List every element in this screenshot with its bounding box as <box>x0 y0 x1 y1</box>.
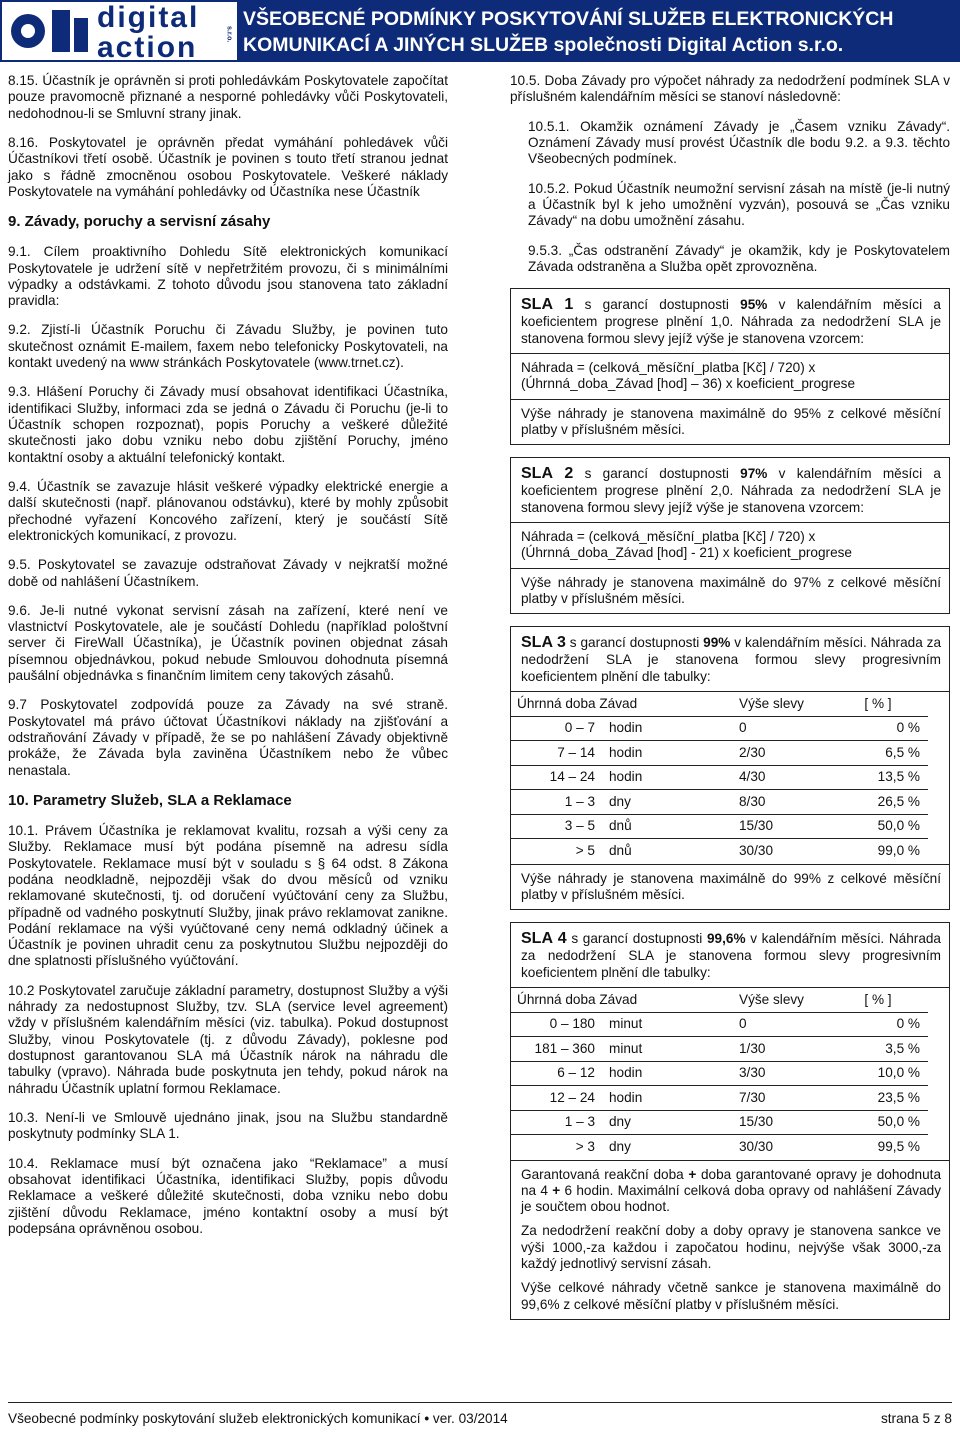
sla3-cell: 7 – 14 <box>511 741 603 766</box>
sla4-cell: 0 % <box>828 1013 928 1038</box>
sla3-cell: 15/30 <box>733 815 828 840</box>
sla2-name: SLA 2 <box>521 465 574 483</box>
left-column <box>8 73 448 1250</box>
sla4-cell: 30/30 <box>739 1139 774 1155</box>
sla3-cell: 13,5 % <box>828 766 928 791</box>
sla4-table-grid <box>511 988 949 1160</box>
page-footer: Všeobecné podmínky poskytování služeb elektronických komunikací • ver. 03/2014 strana 5 z 8 <box>8 1402 952 1427</box>
sla3-pct: 99% <box>703 635 731 651</box>
para-10-3: 10.3. Není-li ve Smlouvě ujednáno jinak, jsou na Službu standardně poskytnuty podmínky SLA 1. <box>8 1109 448 1142</box>
sla1-text-a: s garancí dostupnosti <box>584 297 729 313</box>
sla3-cell: 2/30 <box>733 741 828 766</box>
sla3-max-text: Výše náhrady je stanovena maximálně do 99% z celkové měsíční platby v příslušném měsíci. <box>521 870 941 902</box>
para-10-2: 10.2 Poskytovatel zaručuje základní parametry, dostupnost Služby a výši náhrady za nedostupnost Služby, tzv. SLA (service level agreement) vždy v příslušném kalendářním měsíci (viz. tabulka). Pokud dostupnost Služby, vinou Poskytovatele (tj. z důvodu Závady), poklesne pod dostupnost garantovanou SLA má Účastník nárok na náhradu dle tabulky (vpravo). Náhrada bude poskytnuta jen tehdy, pokud nárok na náhradu Účastník uplatní formou Reklamace. <box>8 982 448 1096</box>
logo-sro: s.r.o. <box>225 26 233 43</box>
sla3-cell: 0 – 7 <box>511 717 603 742</box>
sla4-cell: 0 – 180 <box>511 1013 603 1038</box>
page-header <box>0 0 960 62</box>
sla3-cell: 50,0 % <box>828 815 928 840</box>
sla4-pct: 99,6% <box>706 931 746 947</box>
sla4-cell: dny <box>603 1111 733 1136</box>
sla4-cell: 6 – 12 <box>511 1062 603 1087</box>
sla1-max <box>510 400 950 446</box>
footer-doc-name: Všeobecné podmínky poskytování služeb elektronických komunikací <box>8 1411 421 1426</box>
para-10-5: 10.5. Doba Závady pro výpočet náhrady za nedodržení podmínek SLA v příslušném kalendářním měsíci se stanoví následovně: <box>510 73 950 105</box>
sla2-pct: 97% <box>740 466 768 482</box>
sla4-name: SLA 4 <box>521 930 567 948</box>
sla4-cell: hodin <box>603 1062 733 1087</box>
para-10-5-2: 10.5.2. Pokud Účastník neumožní servisní zásah na místě (je-li nutný a Účastník byl k jeho umožnění vyzván), posouvá se „Čas vzniku Závady“ na dobu umožnění zásahu. <box>528 180 950 229</box>
sla3-text-b: v kalendářním měsíci. Náhrada za nedodržení SLA je stanovena formou slevy progresivním koeficientem plnění dle tabulky: <box>521 635 942 684</box>
sla2-text-b: v kalendářním měsíci a koeficientem progrese plnění 2,0. Náhrada za nedodržení SLA je stanovena formou slevy jejíž výše je stanovena vzorcem: <box>521 466 941 515</box>
sla3-cell: 3 – 5 <box>511 815 603 840</box>
sla4-cell: 0 <box>733 1013 828 1038</box>
sla3-cell: hodin <box>603 741 733 766</box>
sla4-header-pct: [ % ] <box>828 988 928 1013</box>
para-8-16: 8.16. Poskytovatel je oprávněn předat vymáhání pohledávek vůči Účastníkovi třetí osobě. Účastník je povinen s touto třetí stranou jednat jako s řádně zmocněnou osobou Poskytovatele. Veškeré náklady Poskytovatele na vymáhání pohledávky od Účastníka nese Účastník <box>8 134 448 199</box>
sla4-cell: > 3 <box>575 1139 595 1155</box>
title-line-1: VŠEOBECNÉ PODMÍNKY POSKYTOVÁNÍ SLUŽEB ELEKTRONICKÝCH <box>243 8 894 30</box>
para-10-5-1: 10.5.1. Okamžik oznámení Závady je „Časem vzniku Závady“. Oznámení Závady musí provést Účastník dle bodu 9.2. a 9.3. těchto Všeobecných podmínek. <box>528 118 950 167</box>
para-10-1: 10.1. Právem Účastníka je reklamovat kvalitu, rozsah a výši ceny za Služby. Reklamace musí být podána písemně na adresu sídla Poskytovatele. Reklamace musí být v souladu s § 64 odst. 8 Zákona podána neodkladně, nejpozději však do dvou měsíců od vzniku reklamované skutečnosti, tj. od doručení vyúčtování ceny za Službu, případně od vadného poskytnutí Služby, jinak právo reklamovat zanikne. Podání reklamace na výši vyúčtované ceny nemá odkladný účinek a Účastník je povinen uhradit cenu za poskytnutou Službu nejpozději do dne splatnosti příslušného vyúčtování. <box>8 822 448 969</box>
para-10-4: 10.4. Reklamace musí být označena jako “Reklamace” a musí obsahovat identifikaci Účastníka, identifikaci Služby, popis důvodu Reklamace a veškeré důležité skutečnosti, doba vzniku nebo dobu zjištění důvodu Reklamace, jméno kontaktní osoby a musí být podepsána oprávněnou osobou. <box>8 1155 448 1236</box>
sla2-formula-text: Náhrada = (celková_měsíční_platba [Kč] / 720) x (Úhrnná_doba_Závad [hod] - 21) x koeficient_progrese <box>521 529 852 561</box>
sla2-max-text: Výše náhrady je stanovena maximálně do 97% z celkové měsíční platby v příslušném měsíci. <box>521 574 941 606</box>
sla3-cell: dnů <box>609 843 632 859</box>
garance-c: 6 hodin. Maximální celková doba opravy od nahlášení Závady je součtem obou hodnot. <box>521 1182 942 1215</box>
sla4-cell: 7/30 <box>733 1086 828 1111</box>
sla3-cell: 14 – 24 <box>511 766 603 791</box>
sla4-text-a: s garancí dostupnosti <box>571 931 703 947</box>
sla4-cell: 1/30 <box>733 1037 828 1062</box>
sla4-description <box>510 922 950 988</box>
sla3-cell: 4/30 <box>733 766 828 791</box>
sla3-cell: 30/30 <box>739 843 774 859</box>
para-9-5: 9.5. Poskytovatel se zavazuje odstraňovat Závady v nejkratší možné době od nahlášení Účastníkem. <box>8 557 448 589</box>
sla2-text-a: s garancí dostupnosti <box>584 466 729 482</box>
sla1-text-b: v kalendářním měsíci a koeficientem progrese plnění 1,0. Náhrada za nedodržení SLA je stanovena formou slevy jejíž výše je stanovena vzorcem: <box>521 297 941 346</box>
garance-a: Garantovaná reakční doba <box>521 1166 684 1182</box>
garance-b: doba garantované opravy je dohodnuta na 4 <box>521 1166 942 1198</box>
logo-word-top: digital <box>97 1 200 34</box>
sankce-2: Výše celkové náhrady včetně sankce je stanovena maximálně do 99,6% z celkové měsíční platby v příslušném měsíci. <box>521 1280 941 1312</box>
section-heading-9: 9. Závady, poruchy a servisní zásahy <box>8 213 271 231</box>
sla4-cell: 12 – 24 <box>511 1086 603 1111</box>
sla3-cell: 8/30 <box>733 790 828 815</box>
sla4-cell: 1 – 3 <box>511 1111 603 1136</box>
sla3-header-pct: [ % ] <box>828 692 928 717</box>
sla3-cell: 0 <box>733 717 828 742</box>
document-title <box>243 6 893 58</box>
sla1-pct: 95% <box>740 297 768 313</box>
sla4-cell: 3,5 % <box>828 1037 928 1062</box>
sla4-conditions: Garantovaná reakční doba + doba garantované opravy je dohodnuta na 4 + 6 hodin. Maximální celková doba opravy od nahlášení Závady je součtem obou hodnot. Za nedodržení reakční doby a doby opravy je stanovena sankce ve výši 1000,-za každou i započatou hodinu, nejvýše však 3000,-za každý jednotlivý servisní zásah. Výše celkové náhrady včetně sankce je stanovena maximálně do 99,6% z celkové měsíční platby v příslušném měsíci. <box>510 1161 950 1321</box>
sla2-max <box>510 569 950 615</box>
logo-word-bottom: action <box>97 31 198 64</box>
sla4-table <box>510 988 950 1161</box>
sla3-cell: 6,5 % <box>828 741 928 766</box>
sla4-text-b: v kalendářním měsíci. Náhrada za nedodržení SLA je stanovena formou slevy progresivním koeficientem plnění dle tabulky: <box>521 931 941 980</box>
sla3-text-a: s garancí dostupnosti <box>569 635 700 651</box>
sla3-header-doba: Úhrnná doba Závad <box>511 692 733 717</box>
sla3-cell: 1 – 3 <box>511 790 603 815</box>
para-9-7: 9.7 Poskytovatel zodpovídá pouze za Závady na své straně. Poskytovatel má právo účtovat Účastníkovi náklady na zjišťování a odstraňování Závady v případě, že se po nahlášení Závady objektivně prokáže, že Závada byla zaviněna Účastníkem nebo že vůbec nenastala. <box>8 697 448 778</box>
sla4-cell: 23,5 % <box>828 1086 928 1111</box>
sla4-cell: 99,5 % <box>877 1139 920 1155</box>
sla4-cell: dny <box>609 1139 631 1155</box>
right-column <box>510 73 950 1320</box>
sla3-table-grid <box>511 692 949 864</box>
sla3-cell: hodin <box>603 717 733 742</box>
sla4-cell: 15/30 <box>733 1111 828 1136</box>
footer-page-number: strana 5 z 8 <box>880 1411 952 1426</box>
sla3-cell: > 5 <box>575 843 595 859</box>
sla1-formula-text: Náhrada = (celková_měsíční_platba [Kč] / 720) x (Úhrnná_doba_Závad [hod] – 36) x koeficient_progrese <box>521 359 856 392</box>
para-9-6: 9.6. Je-li nutné vykonat servisní zásah na zařízení, které není ve vlastnictví Poskytovatele, ale je součástí Dohledu (například pološtvní server či FireWall Účastníka), je Účastník povinen objednat zásah písemnou objednávkou, pokud nebude Smlouvou dohodnuta písemná paušální objednávka s finančním limitem ceny takových zásahů. <box>8 602 448 684</box>
sla3-cell: dny <box>603 790 733 815</box>
section-heading-10: 10. Parametry Služeb, SLA a Reklamace <box>8 791 292 809</box>
sla4-cell: hodin <box>603 1086 733 1111</box>
sla4-cell: minut <box>603 1013 733 1038</box>
sla2-formula <box>510 523 950 569</box>
logo-mark-icon <box>8 4 94 58</box>
para-9-1: 9.1. Cílem proaktivního Dohledu Sítě elektronických komunikací Poskytovatele je udržení sítě v nepřetržitém provozu, či s minimálními výpadky a odstávkami. Z tohoto důvodu jsou stanovena tato základní pravidla: <box>8 244 448 309</box>
sla3-cell: 99,0 % <box>877 843 920 859</box>
company-logo <box>2 1 237 64</box>
sla3-table <box>510 692 950 865</box>
sla3-cell: 26,5 % <box>828 790 928 815</box>
sla3-cell: 0 % <box>828 717 928 742</box>
sla4-cell: 181 – 360 <box>511 1037 603 1062</box>
sla1-formula <box>510 354 950 400</box>
sla1-description <box>510 288 950 354</box>
para-9-3: 9.3. Hlášení Poruchy či Závady musí obsahovat identifikaci Účastníka, identifikaci Služby, informaci zda se jedná o Závadu či Poruchu (je-li to Účastník schopen rozpoznat), popis Poruchy a veškeré důležité skutečnosti jako dobu vzniku nebo dobu zjištění Poruchy, jméno kontaktní osoby a aktuální telefonický kontakt. <box>8 384 448 465</box>
para-8-15: 8.15. Účastník je oprávněn si proti pohledávkám Poskytovatele započítat pouze pravomocně přiznané a nesporné pohledávky vůči Poskytovateli, nedohodnou-li se Smluvní strany jinak. <box>8 73 448 121</box>
sla3-cell: dnů <box>603 815 733 840</box>
sla4-cell: 50,0 % <box>828 1111 928 1136</box>
sankce-1: Za nedodržení reakční doby a doby opravy je stanovena sankce ve výši 1000,-za každou i započatou hodinu, nejvýše však 3000,-za každý jednotlivý servisní zásah. <box>521 1223 941 1272</box>
sla4-header-doba: Úhrnná doba Závad <box>511 988 733 1013</box>
sla1-max-text: Výše náhrady je stanovena maximálně do 95% z celkové měsíční platby v příslušném měsíci. <box>521 405 941 437</box>
para-9-2: 9.2. Zjistí-li Účastník Poruchu či Závadu Služby, je povinen tuto skutečnost oznámit E-mailem, faxem nebo telefonicky Poskytovateli, na kontakt uvedený na www stránkách Poskytovatele (www.trnet.cz). <box>8 322 448 371</box>
sla2-description <box>510 457 950 523</box>
para-9-5-3: 9.5.3. „Čas odstranění Závady“ je okamžik, kdy je Poskytovatelem Závada odstraněna a Služba opět zprovozněna. <box>528 242 950 274</box>
title-line-2: KOMUNIKACÍ A JINÝCH SLUŽEB společnosti Digital Action s.r.o. <box>243 34 844 56</box>
sla4-header-sleva: Výše slevy <box>733 988 828 1013</box>
sla1-name: SLA 1 <box>521 296 574 314</box>
sla4-cell: 10,0 % <box>828 1062 928 1087</box>
sla3-description <box>510 626 950 692</box>
sla3-max <box>510 865 950 911</box>
sla4-cell: minut <box>603 1037 733 1062</box>
sla4-cell: 3/30 <box>733 1062 828 1087</box>
sla3-header-sleva: Výše slevy <box>733 692 828 717</box>
footer-version: ver. 03/2014 <box>432 1411 508 1426</box>
para-9-4: 9.4. Účastník se zavazuje hlásit veškeré výpadky elektrické energie a další skutečnosti (např. plánovanou odstávku), které by mohly způsobit přechodné vyřazení Koncového zařízení, který je součástí Sítě elektronických komunikací, z provozu. <box>8 478 448 543</box>
sla3-cell: hodin <box>603 766 733 791</box>
sla3-name: SLA 3 <box>521 634 566 652</box>
